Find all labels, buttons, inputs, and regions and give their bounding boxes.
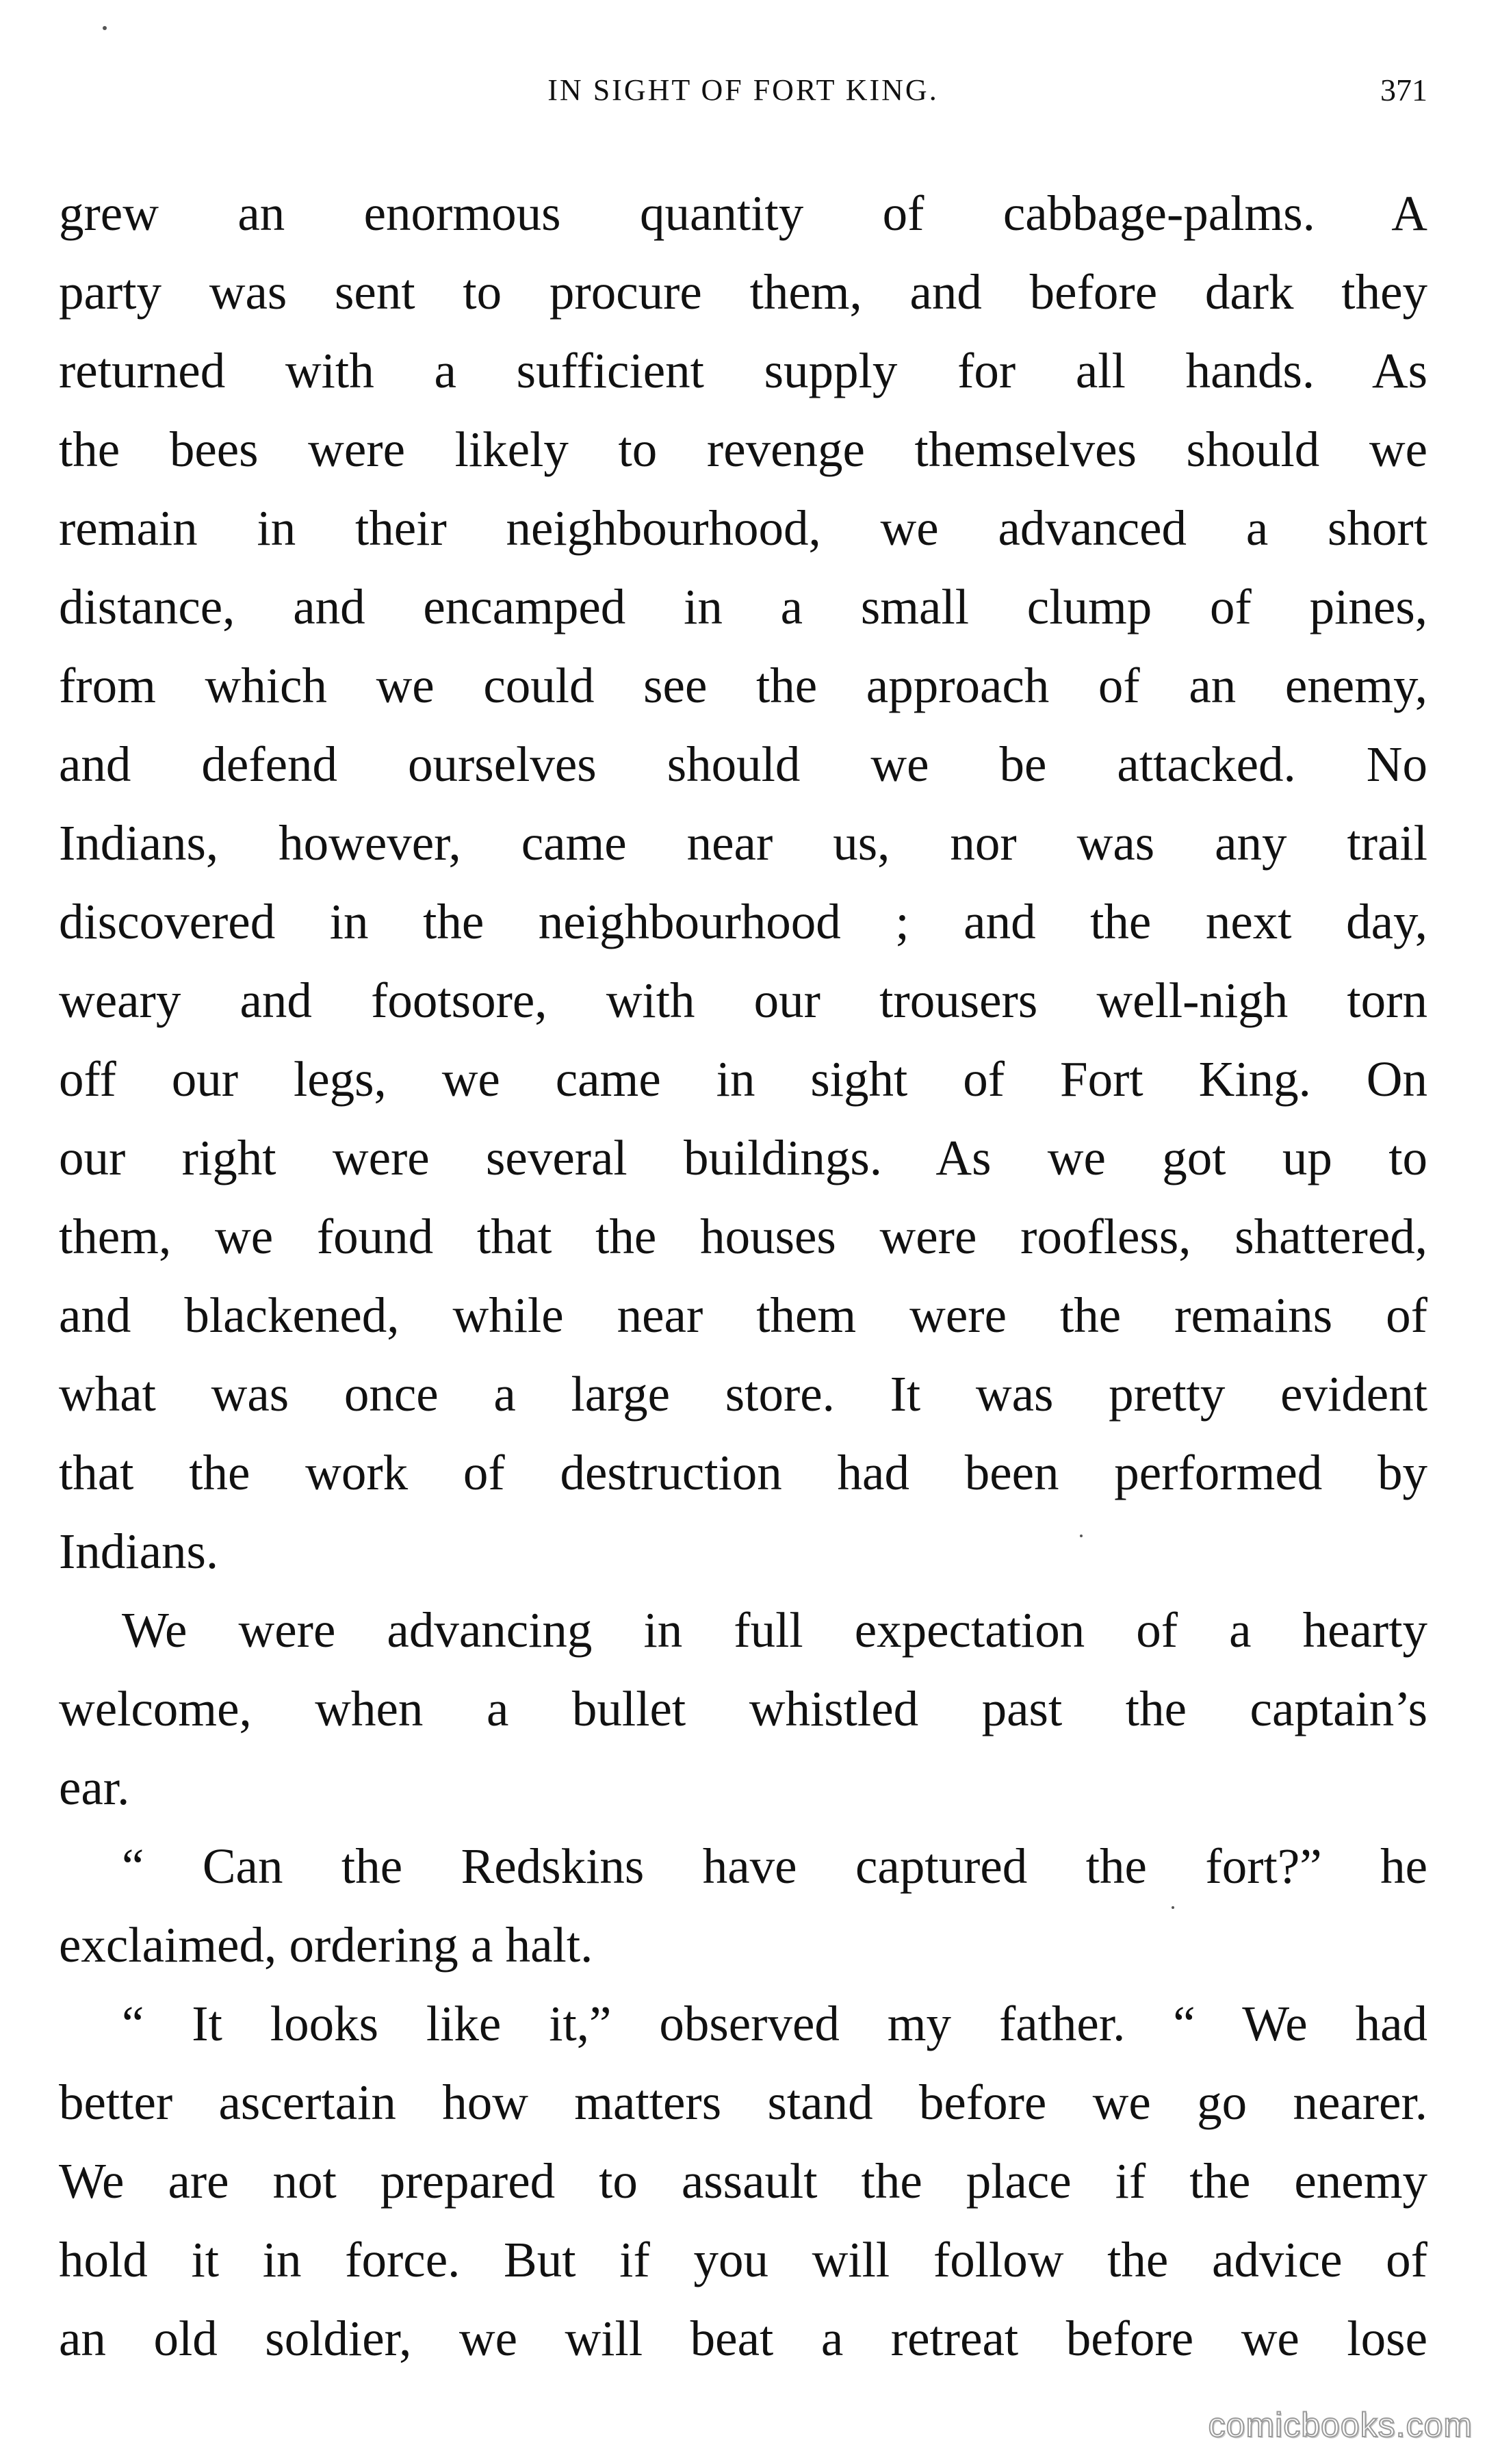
ink-speck <box>1080 1535 1083 1537</box>
running-title: IN SIGHT OF FORT KING. <box>547 73 939 107</box>
text-line: “ Can the Redskins have captured the fort?” he <box>122 1838 1427 1894</box>
text-line: welcome, when a bullet whistled past the captain’s <box>59 1681 1427 1736</box>
text-line: that the work of destruction had been performed by <box>59 1445 1427 1500</box>
text-line: off our legs, we came in sight of Fort King. On <box>59 1051 1427 1107</box>
text-line: exclaimed, ordering a halt. <box>59 1917 593 1973</box>
watermark: comicbooks.com <box>1208 2406 1473 2444</box>
text-line: grew an enormous quantity of cabbage-palms. A <box>59 185 1427 241</box>
text-line: and defend ourselves should we be attacked. No <box>59 736 1427 792</box>
text-line: We were advancing in full expectation of a hearty <box>122 1602 1427 1658</box>
text-line: Indians, however, came near us, nor was any trail <box>59 815 1427 871</box>
text-line: better ascertain how matters stand before we go nearer. <box>59 2075 1427 2130</box>
text-line: hold it in force. But if you will follow the advice of <box>59 2232 1427 2287</box>
page-header <box>59 63 1427 118</box>
text-line: discovered in the neighbourhood ; and the next day, <box>59 894 1427 949</box>
text-line: what was once a large store. It was pretty evident <box>59 1366 1427 1422</box>
text-line: We are not prepared to assault the place if the enemy <box>59 2153 1427 2209</box>
page-number: 371 <box>1380 73 1427 107</box>
text-line: ear. <box>59 1760 130 1815</box>
text-line: them, we found that the houses were roofless, shattered, <box>59 1209 1427 1264</box>
text-line: party was sent to procure them, and before dark they <box>59 264 1427 320</box>
text-line: distance, and encamped in a small clump of pines, <box>59 579 1427 634</box>
ink-speck <box>103 26 107 30</box>
text-line: weary and footsore, with our trousers well-nigh torn <box>59 973 1427 1028</box>
text-line: our right were several buildings. As we got up to <box>59 1130 1427 1185</box>
text-line: the bees were likely to revenge themselves should we <box>59 422 1427 477</box>
text-line: from which we could see the approach of an enemy, <box>59 658 1427 713</box>
text-line: remain in their neighbourhood, we advanced a short <box>59 500 1427 556</box>
text-line: returned with a sufficient supply for all hands. As <box>59 343 1427 398</box>
text-line: “ It looks like it,” observed my father. “ We had <box>122 1996 1427 2051</box>
text-line: an old soldier, we will beat a retreat before we lose <box>59 2311 1427 2366</box>
body-text <box>59 174 1427 2378</box>
text-line: Indians. <box>59 1524 219 1579</box>
text-line: and blackened, while near them were the remains of <box>59 1287 1427 1343</box>
ink-speck <box>1172 1906 1174 1909</box>
